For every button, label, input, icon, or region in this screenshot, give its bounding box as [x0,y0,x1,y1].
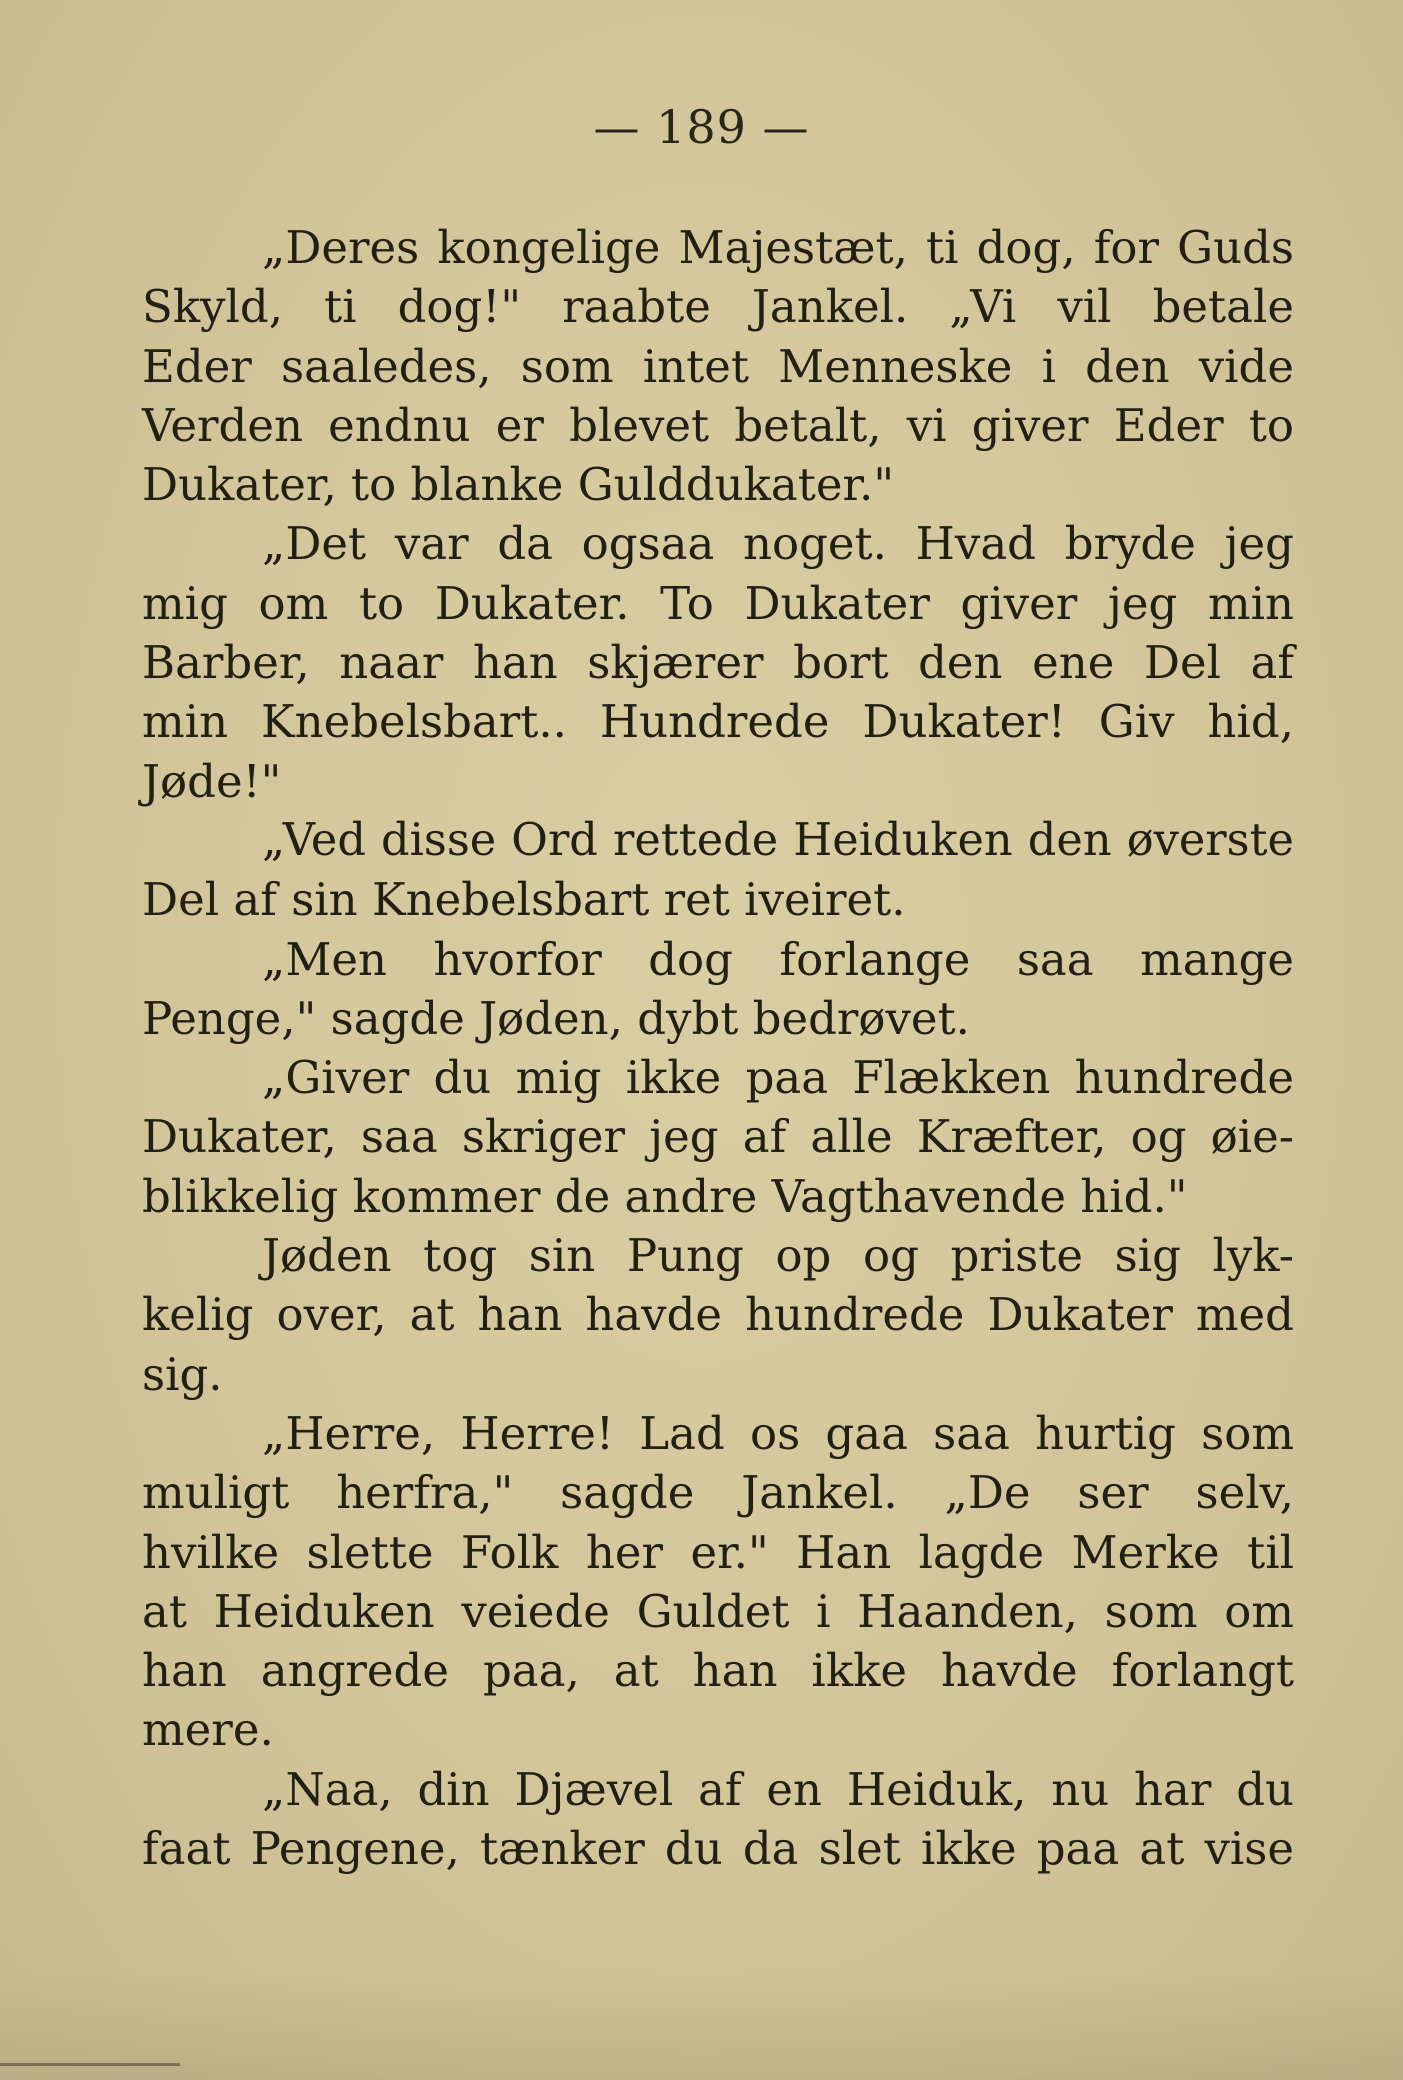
text-line: „Naa, din Djævel af en Heiduk, nu har du [262,1762,1294,1816]
text-line: blikkelig kommer de andre Vagthavende hid." [142,1169,1188,1223]
text-line: Eder saaledes, som intet Menneske i den vide [142,339,1294,393]
text-line: min Knebelsbart.. Hundrede Dukater! Giv hid, [142,695,1294,749]
text-line: muligt herfra," sagde Jankel. „De ser selv, [142,1466,1294,1520]
page-number: — 189 — [593,100,810,154]
text-line: Skyld, ti dog!" raabte Jankel. „Vi vil betale [142,280,1294,334]
text-line: mig om to Dukater. To Dukater giver jeg min [142,576,1294,630]
body-text [142,218,1294,1878]
text-line: „Ved disse Ord rettede Heiduken den øverste [262,813,1294,866]
text-line: Dukater, saa skriger jeg af alle Kræfter, og øie- [142,1110,1294,1164]
page-edge-shadow [0,1970,1403,2080]
text-line: „Deres kongelige Majestæt, ti dog, for Guds [262,221,1294,274]
text-line: Dukater, to blanke Gulddukater." [142,458,895,512]
text-line: Del af sin Knebelsbart ret iveiret. [142,873,906,927]
text-line: at Heiduken veiede Guldet i Haanden, som om [142,1584,1294,1638]
text-line: Penge," sagde Jøden, dybt bedrøvet. [142,991,970,1045]
text-line: hvilke slette Folk her er." Han lagde Merke til [142,1525,1294,1579]
text-line: „Men hvorfor dog forlange saa mange [262,932,1294,986]
text-line: „Herre, Herre! Lad os gaa saa hurtig som [262,1406,1294,1460]
text-line: kelig over, at han havde hundrede Dukater med [142,1288,1294,1342]
page-edge-line [0,2063,180,2066]
text-line: faat Pengene, tænker du da slet ikke paa at vise [142,1822,1294,1876]
text-line: mere. [142,1703,274,1757]
text-line: Verden endnu er blevet betalt, vi giver Eder to [142,398,1294,452]
text-line: Barber, naar han skjærer bort den ene Del af [142,636,1294,690]
text-line: sig. [142,1347,223,1401]
text-line: Jøde!" [142,754,282,808]
text-line: Jøden tog sin Pung op og priste sig lyk- [262,1229,1294,1283]
text-line: „Det var da ogsaa noget. Hvad bryde jeg [262,517,1294,571]
text-line: han angrede paa, at han ikke havde forlangt [142,1644,1294,1698]
text-line: „Giver du mig ikke paa Flækken hundrede [262,1051,1294,1105]
